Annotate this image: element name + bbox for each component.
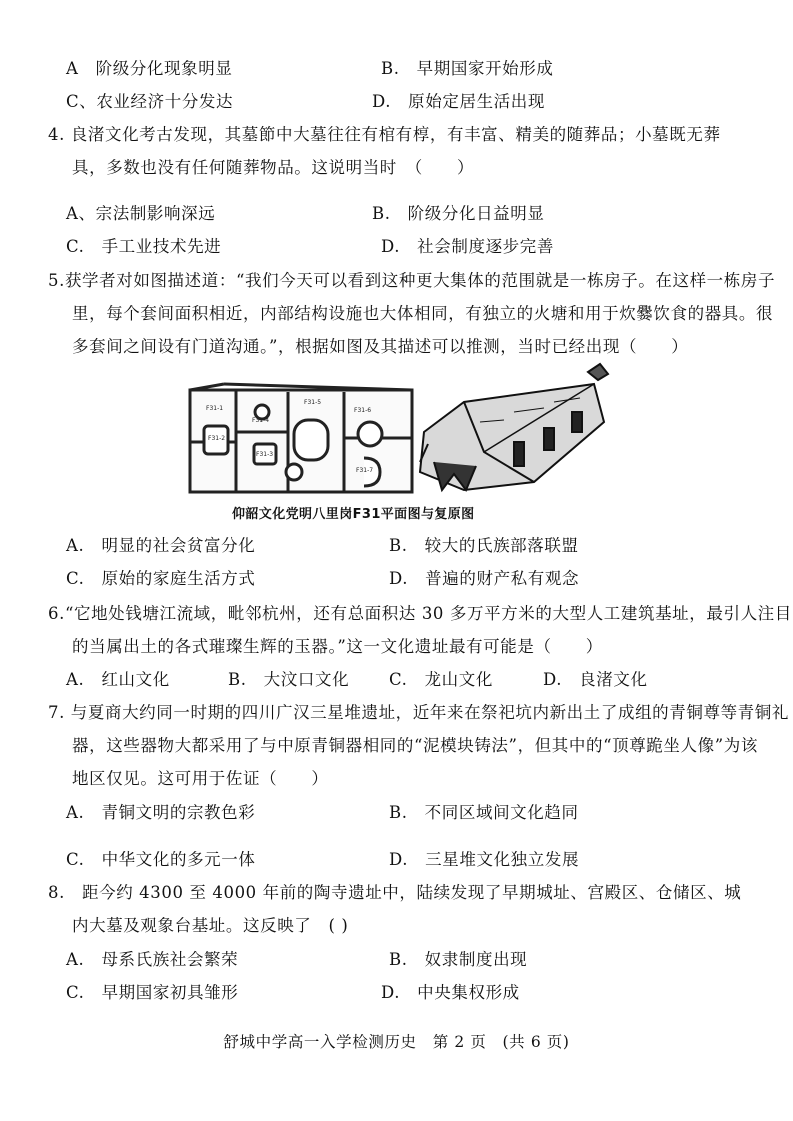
q5-stem-line2: 里，每个套间面积相近，内部结构设施也大体相同，有独立的火塘和用于炊爨饮食的器具。很 <box>72 304 774 323</box>
room-label-5: F31-5 <box>304 399 322 406</box>
room-label-2: F31-2 <box>208 435 226 442</box>
q6-option-c: C. 龙山文化 <box>389 670 493 689</box>
q4-option-d: D. 社会制度逐步完善 <box>381 237 554 256</box>
q7-stem-line3: 地区仅见。这可用于佐证（ ） <box>72 769 329 788</box>
room-label-4: F31-4 <box>252 417 270 424</box>
q4-option-a: A、宗法制影响深远 <box>66 204 216 223</box>
q6-option-d: D. 良渚文化 <box>543 670 648 689</box>
q6-option-a: A. 红山文化 <box>66 670 170 689</box>
page-footer: 舒城中学高一入学检测历史 第 2 页 (共 6 页) <box>223 1033 570 1051</box>
q6-stem-line2: 的当属出土的各式璀璨生辉的玉器。”这一文化遗址最有可能是（ ） <box>72 637 603 656</box>
q6-stem-line1: 6.“它地处钱塘江流域，毗邻杭州，还有总面积达 30 多万平方米的大型人工建筑基址，最引人注目 <box>48 604 792 623</box>
q6-option-b: B. 大汶口文化 <box>228 670 350 689</box>
q7-option-b: B. 不同区域间文化趋同 <box>389 803 579 822</box>
q8-option-a: A. 母系氏族社会繁荣 <box>66 950 239 969</box>
q3-option-d: D. 原始定居生活出现 <box>372 92 545 111</box>
room-label-6: F31-6 <box>354 407 372 414</box>
q5-option-d: D. 普遍的财产私有观念 <box>389 569 580 588</box>
q5-option-c: C. 原始的家庭生活方式 <box>66 569 256 588</box>
q5-stem-line1: 5.获学者对如图描述道：“我们今天可以看到这种更大集体的范围就是一栋房子。在这样一栋房子 <box>48 271 776 290</box>
figure-caption: 仰韶文化党明八里岗F31平面图与复原图 <box>232 507 475 522</box>
q3-option-c: C、农业经济十分发达 <box>66 92 234 111</box>
q4-option-c: C. 手工业技术先进 <box>66 237 222 256</box>
q7-stem-line1: 7. 与夏商大约同一时期的四川广汉三星堆遗址，近年来在祭祀坑内新出土了成组的青铜尊等青铜礼 <box>48 703 789 722</box>
room-label-7: F31-7 <box>356 467 374 474</box>
room-label-1: F31-1 <box>206 405 224 412</box>
room-label-3: F31-3 <box>256 451 274 458</box>
q8-option-b: B. 奴隶制度出现 <box>389 950 528 969</box>
q7-stem-line2: 器，这些器物大都采用了与中原青铜器相同的“泥模块铸法”，但其中的“顶尊跪坐人像”为该 <box>72 736 758 755</box>
q7-option-d: D. 三星堆文化独立发展 <box>389 850 580 869</box>
q4-stem-line1: 4. 良渚文化考古发现，其墓節中大墓往往有棺有椁，有丰富、精美的随葬品；小墓既无葬 <box>48 125 721 144</box>
q3-option-b: B. 早期国家开始形成 <box>381 59 554 78</box>
q5-option-a: A. 明显的社会贫富分化 <box>66 536 256 555</box>
q7-option-c: C. 中华文化的多元一体 <box>66 850 256 869</box>
q4-option-b: B. 阶级分化日益明显 <box>372 204 545 223</box>
reconstruction-drawing <box>420 364 608 490</box>
q8-stem-line2: 内大墓及观象台基址。这反映了 ( ) <box>72 916 349 935</box>
q3-option-a: A 阶级分化现象明显 <box>66 59 233 78</box>
q5-stem-line3: 多套间之间设有门道沟通。”，根据如图及其描述可以推测，当时已经出现（ ） <box>72 337 689 356</box>
q8-stem-line1: 8. 距今约 4300 至 4000 年前的陶寺遗址中，陆续发现了早期城址、宫殿区、仓储区、城 <box>48 883 742 902</box>
q8-option-c: C. 早期国家初具雏形 <box>66 983 239 1002</box>
q7-option-a: A. 青铜文明的宗教色彩 <box>66 803 256 822</box>
q5-option-b: B. 较大的氏族部落联盟 <box>389 536 579 555</box>
q4-stem-line2: 具，多数也没有任何随葬物品。这说明当时 （ ） <box>72 158 475 177</box>
q8-option-d: D. 中央集权形成 <box>381 983 520 1002</box>
